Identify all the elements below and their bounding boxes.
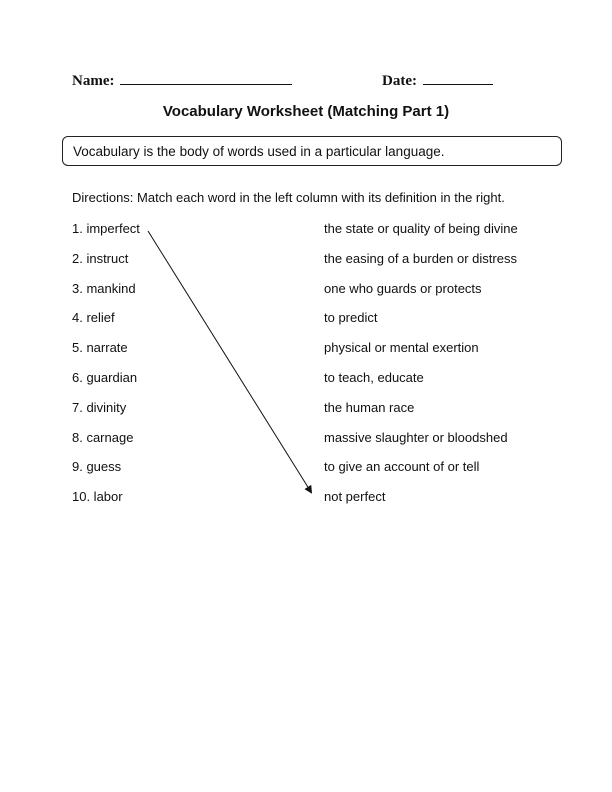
name-blank[interactable] (120, 71, 292, 85)
directions-text: Directions: Match each word in the left column with its definition in the right. (72, 190, 505, 205)
date-blank[interactable] (423, 71, 493, 85)
definition-column (324, 220, 518, 518)
word-item[interactable]: 3. mankind (72, 280, 136, 296)
word-item[interactable]: 1. imperfect (72, 221, 140, 236)
word-item[interactable]: 8. carnage (72, 429, 134, 445)
definition-item[interactable]: to predict (324, 310, 378, 326)
word-item[interactable]: 10. labor (72, 489, 123, 505)
word-item[interactable]: 7. divinity (72, 399, 127, 415)
definition-item[interactable]: the easing of a burden or distress (324, 250, 517, 266)
definition-item[interactable]: physical or mental exertion (324, 340, 479, 356)
word-item[interactable]: 6. guardian (72, 369, 138, 385)
name-label: Name: (72, 73, 115, 89)
word-column (72, 220, 140, 518)
definition-item[interactable]: to teach, educate (324, 369, 424, 385)
vocabulary-definition-box: Vocabulary is the body of words used in a particular language. (62, 136, 562, 166)
date-field[interactable] (382, 71, 493, 90)
definition-item[interactable]: to give an account of or tell (324, 459, 480, 475)
definition-item[interactable]: massive slaughter or bloodshed (324, 429, 508, 445)
word-item[interactable]: 2. instruct (72, 250, 129, 266)
word-item[interactable]: 4. relief (72, 310, 115, 326)
match-connector-line (148, 231, 311, 492)
definition-item[interactable]: the human race (324, 399, 415, 415)
word-item[interactable]: 5. narrate (72, 340, 128, 356)
worksheet-title: Vocabulary Worksheet (Matching Part 1) (162, 103, 450, 120)
definition-item[interactable]: not perfect (324, 489, 386, 505)
word-item[interactable]: 9. guess (72, 459, 122, 475)
date-label: Date: (382, 73, 417, 89)
definition-item[interactable]: the state or quality of being divine (324, 221, 518, 236)
definition-item[interactable]: one who guards or protects (324, 280, 482, 296)
name-field[interactable] (72, 71, 292, 90)
